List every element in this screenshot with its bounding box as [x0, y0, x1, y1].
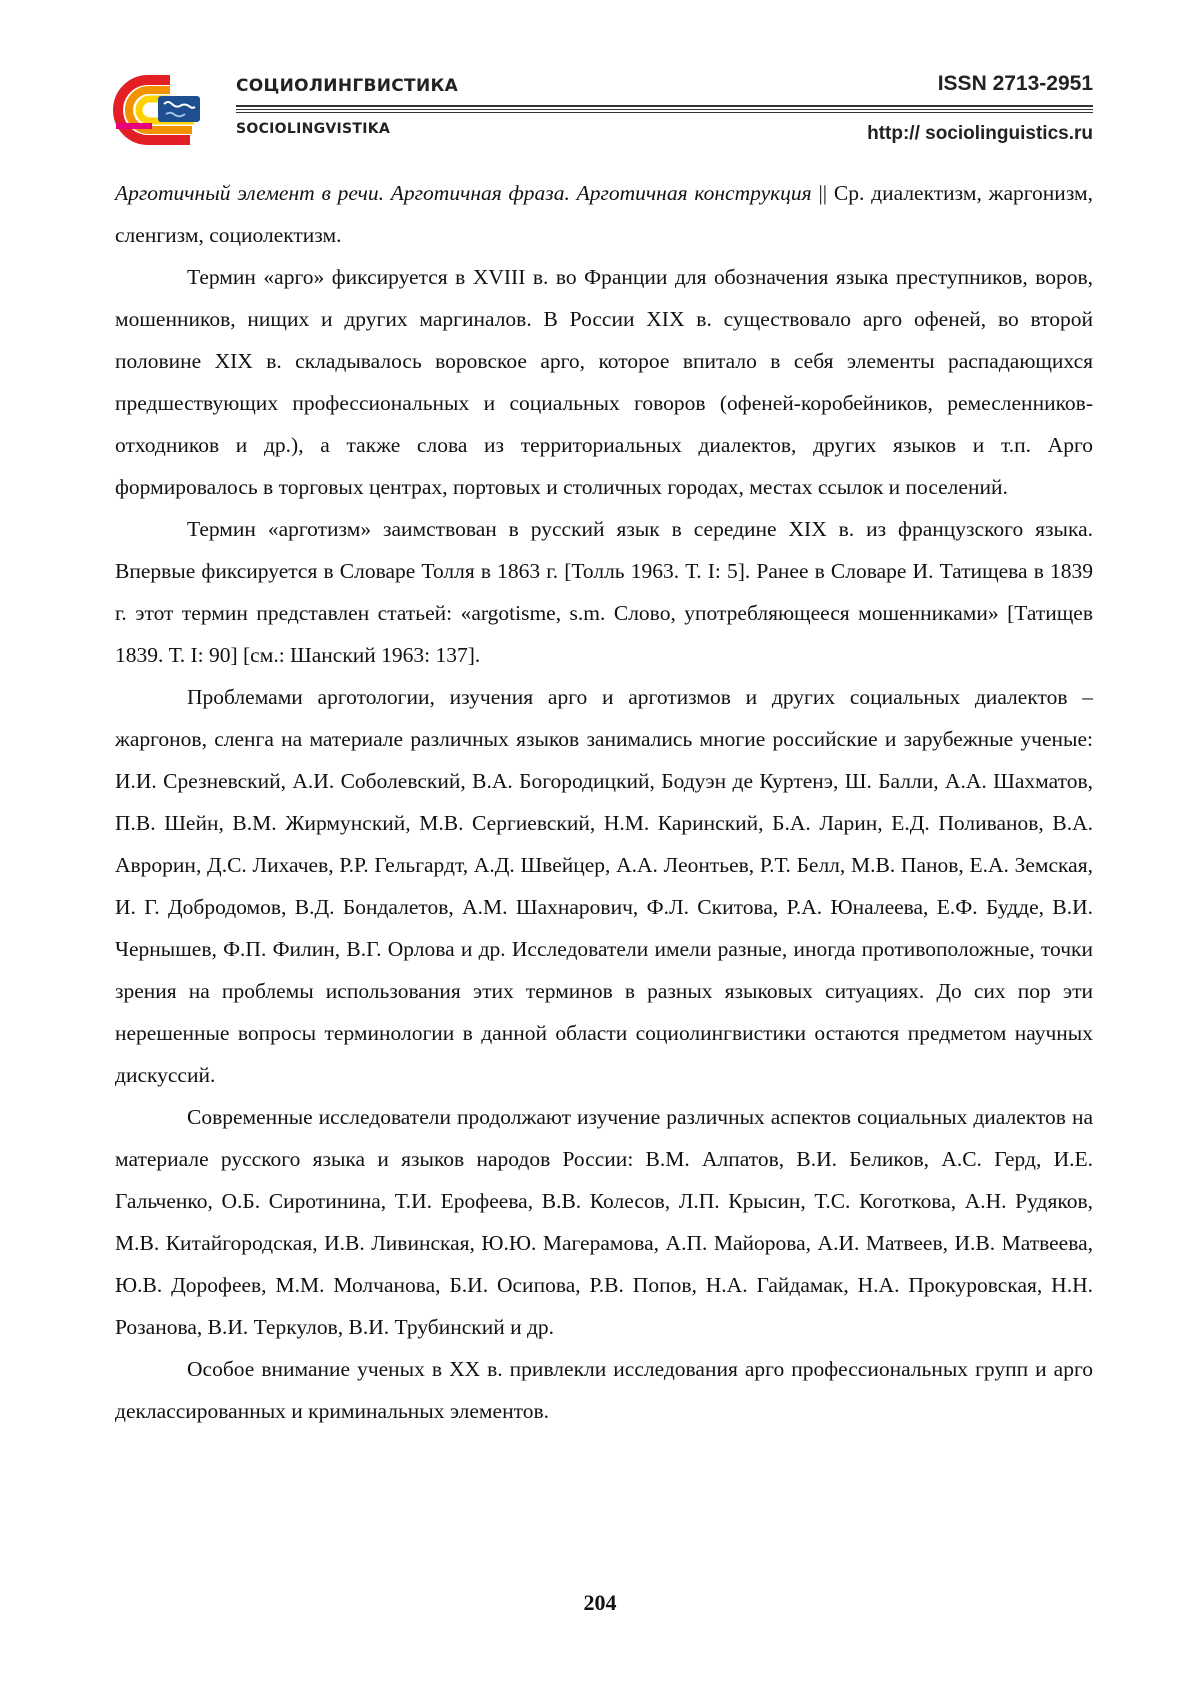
header-rule — [236, 109, 1093, 110]
paragraph-continuation: || Ср. диалектизм, жаргонизм, сленгизм, социолектизм. — [115, 181, 1093, 247]
italic-term-examples: Арготичный элемент в речи. Арготичная фраза. Арготичная конструкция — [115, 181, 812, 205]
journal-logo — [112, 74, 212, 148]
journal-url[interactable]: http:// sociolinguistics.ru — [867, 123, 1093, 144]
issn: ISSN 2713-2951 — [937, 72, 1093, 95]
page-number: 204 — [583, 1590, 617, 1615]
paragraph — [115, 172, 1093, 256]
paragraph: Современные исследователи продолжают изучение различных аспектов социальных диалектов на материале русского языка и языков народов России: В.М. Алпатов, В.И. Беликов, А.С. Герд, И.Е. Гальченко, О.Б. Сиротинина, Т.И. Ерофеева, В.В. Колесов, Л.П. Крысин, Т.С. Коготкова, А.Н. Рудяков, М.В. Китайгородская, И.В. Ливинская, Ю.Ю. Магерамова, А.П. Майорова, А.И. Матвеев, И.В. Матвеева, Ю.В. Дорофеев, М.М. Молчанова, Б.И. Осипова, Р.В. Попов, Н.А. Гайдамак, Н.А. Прокуровская, Н.Н. Розанова, В.И. Теркулов, В.И. Трубинский и др. — [115, 1105, 1093, 1339]
paragraph: Проблемами арготологии, изучения арго и арготизмов и других социальных диалектов – жаргонов, сленга на материале различных языков занимались многие российские и зарубежные ученые: И.И. Срезневский, А.И. Соболевский, В.А. Богородицкий, Бодуэн де Куртенэ, Ш. Балли, А.А. Шахматов, П.В. Шейн, В.М. Жирмунский, М.В. Сергиевский, Н.М. Каринский, Б.А. Ларин, Е.Д. Поливанов, В.А. Аврорин, Д.С. Лихачев, Р.Р. Гельгардт, А.Д. Швейцер, А.А. Леонтьев, Р.Т. Белл, М.В. Панов, Е.А. Земская, И. Г. Добродомов, В.Д. Бондалетов, А.М. Шахнарович, Ф.Л. Скитова, Р.А. Юналеева, Е.Ф. Будде, В.И. Чернышев, Ф.П. Филин, В.Г. Орлова и др. Исследователи имели разные, иногда противоположные, точки зрения на проблемы использования этих терминов в разных языковых ситуациях. До сих пор эти нерешенные вопросы терминологии в данной области социолингвистики остаются предметом научных дискуссий. — [115, 685, 1093, 1087]
paragraph: Особое внимание ученых в XX в. привлекли исследования арго профессиональных групп и арго деклассированных и криминальных элементов. — [115, 1357, 1093, 1423]
journal-title-ru: СОЦИОЛИНГВИСТИКА — [236, 76, 459, 96]
header-rule — [236, 105, 1093, 107]
header-rule — [236, 112, 1093, 113]
paragraph: Термин «арго» фиксируется в XVIII в. во Франции для обозначения языка преступников, воров, мошенников, нищих и других маргиналов. В России XIX в. существовало арго офеней, во второй половине XIX в. складывалось воровское арго, которое впитало в себя элементы распадающихся предшествующих профессиональных и социальных говоров (офеней-коробейников, ремесленников-отходников и др.), а также слова из территориальных диалектов, других языков и т.п. Арго формировалось в торговых центрах, портовых и столичных городах, местах ссылок и поселений. — [115, 265, 1093, 499]
journal-title-en: SOCIOLINGVISTIKA — [236, 121, 391, 137]
article-body — [115, 172, 1093, 1432]
paragraph: Термин «арготизм» заимствован в русский язык в середине XIX в. из французского языка. Впервые фиксируется в Словаре Толля в 1863 г. [Толль 1963. Т. I: 5]. Ранее в Словаре И. Татищева в 1839 г. этот термин представлен статьей: «argotisme, s.m. Слово, употребляющееся мошенниками» [Татищев 1839. Т. I: 90] [см.: Шанский 1963: 137]. — [115, 517, 1093, 667]
